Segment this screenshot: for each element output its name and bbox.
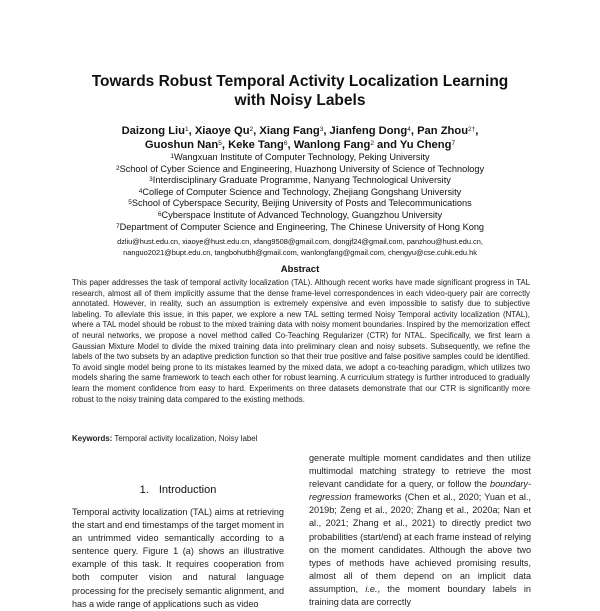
abstract-heading: Abstract bbox=[280, 264, 320, 275]
author: Keke Tang bbox=[228, 139, 284, 151]
author-affil-mark: 6 bbox=[283, 140, 288, 147]
author-affil-mark: 5 bbox=[218, 140, 222, 147]
affiliation: $^2$School of Cyber Science and Engineering, Huazhong University of Science of Technology bbox=[115, 163, 485, 174]
title-line-1: Towards Robust Temporal Activity Localization Learning bbox=[91, 73, 509, 90]
email-list bbox=[40, 236, 560, 258]
author: Xiang Fang bbox=[259, 125, 320, 137]
section-title: Introduction bbox=[158, 484, 217, 496]
abstract-body: This paper addresses the task of temporal activity localization (TAL). Although recent works have made significant progress in TAL research, almost all of them implicitly assume that the dense frame-level correspondences in each video-query pair are correctly annotated. However, in reality, such an assumption is extremely expensive and even impossible to satisfy due to subjective labeling. To alleviate this issue, in this paper, we explore a new TAL setting termed Noisy Temporal activity localization (NTAL), where a TAL model should be robust to the mixed training data with noisy moment boundaries. Inspired by the memorization effect of neural networks, we propose a novel method called Co-Teaching Regularizer (CTR) for NTAL. Specifically, we first learn a Gaussian Mixture Model to divide the mixed training data into preliminary clean and noisy subsets. Subsequently, we refine the labels of the two subsets by an adaptive prediction function so that their true positive and false positive samples could be identified. To avoid single model being prone to its mistakes learned by the mixed data, we adopt a co-teaching paradigm, which utilizes two models sharing the same framework to teach each other for robust learning. A curriculum strategy is further introduced to gradually learn the moment confidence from easy to hard. Experiments on three datasets demonstrate that our CTR is significantly more robust to the noisy training data compared to the existing methods. bbox=[72, 278, 530, 404]
author-list: Daizong Liu$^1$, Xiaoye Qu$^2$, Xiang Fang$^3$, Jianfeng Dong$^4$, Pan Zhou$^{2\dagger}$, Guoshun Nan$^5$, Keke Tang$^6$, Wanlong Fang$^2$ and Yu Cheng$^7$ bbox=[121, 125, 479, 151]
affiliation-list bbox=[40, 152, 560, 233]
affiliation: $^4$College of Computer Science and Technology, Zhejiang Gongshang University bbox=[138, 186, 462, 197]
emphasis-ie: i.e. bbox=[365, 583, 378, 594]
author: Wanlong Fang bbox=[293, 139, 371, 151]
title-line-2: with Noisy Labels bbox=[234, 92, 366, 109]
section-number: 1. bbox=[139, 484, 149, 496]
author: Pan Zhou bbox=[417, 125, 469, 137]
intro-right-column: generate multiple moment candidates and then utilize multimodal matching strategy to retrieve the most relevant candidate for a query, or follow the boundary-regression frameworks (Chen et al., 2020; Yuan et al., 2019b; Zeng et al., 2020; Zhang et al., 2020a; Nan et al., 2021; Zhang et al., 2021) to directly predict two probabilities (start/end) at each frame instead of relying on the moment candidates. Although the above two types of methods have achieved promising results, almost all of them depend on an implicit data assumption, i.e., the moment boundary labels in training data are correctly bbox=[309, 453, 531, 608]
emphasis-boundary-regression: boundary-regression bbox=[309, 479, 531, 503]
keywords-text: Temporal activity localization, Noisy label bbox=[114, 434, 258, 443]
affiliation: $^7$Department of Computer Science and Engineering, The Chinese University of Hong Kong bbox=[115, 221, 485, 232]
author-affil-mark: 3 bbox=[319, 126, 324, 133]
author-affil-mark: 4 bbox=[407, 126, 411, 133]
email-line-1: dzliu@hust.edu.cn, xiaoye@hust.edu.cn, xfang9508@gmail.com, dongjf24@gmail.com, panzhou@hust.edu.cn, bbox=[117, 237, 483, 246]
paper-title bbox=[60, 72, 540, 110]
affiliation: $^5$School of Cyberspace Security, Beijing University of Posts and Telecommunications bbox=[128, 198, 472, 209]
keywords-label: Keywords: bbox=[72, 434, 113, 443]
author-affil-mark: 7 bbox=[451, 140, 456, 147]
author: Guoshun Nan bbox=[144, 139, 219, 151]
intro-left-column: Temporal activity localization (TAL) aims at retrieving the start and end timestamps of the target moment in an untrimmed video semantically according to a sentence query. Figure 1 (a) shows an illustrative example of this task. It requires cooperation from both computer vision and natural language processing for the precisely semantic alignment, and has a wide range of applications such as video bbox=[72, 507, 284, 609]
author-affil-mark: 2† bbox=[468, 126, 476, 133]
author-affil-mark: 2 bbox=[370, 140, 374, 147]
section-heading-introduction bbox=[72, 484, 284, 496]
email-line-2: nanguo2021@bupt.edu.cn, tangbohutbh@gmail.com, wanlongfang@gmail.com, chengyu@cse.cuhk.edu.hk bbox=[123, 248, 477, 257]
author-affil-mark: 2 bbox=[249, 126, 254, 133]
author: Xiaoye Qu bbox=[194, 125, 250, 137]
affiliation: $^6$Cyberspace Institute of Advanced Technology, Guangzhou University bbox=[157, 209, 443, 220]
author: Jianfeng Dong bbox=[329, 125, 408, 137]
affiliation: $^3$Interdisciplinary Graduate Programme, Nanyang Technological University bbox=[149, 175, 451, 186]
keywords bbox=[72, 434, 530, 443]
author: Yu Cheng bbox=[399, 139, 452, 151]
author-affil-mark: 1 bbox=[184, 126, 189, 133]
author: Daizong Liu bbox=[121, 125, 185, 137]
affiliation: $^1$Wangxuan Institute of Computer Technology, Peking University bbox=[170, 152, 430, 162]
